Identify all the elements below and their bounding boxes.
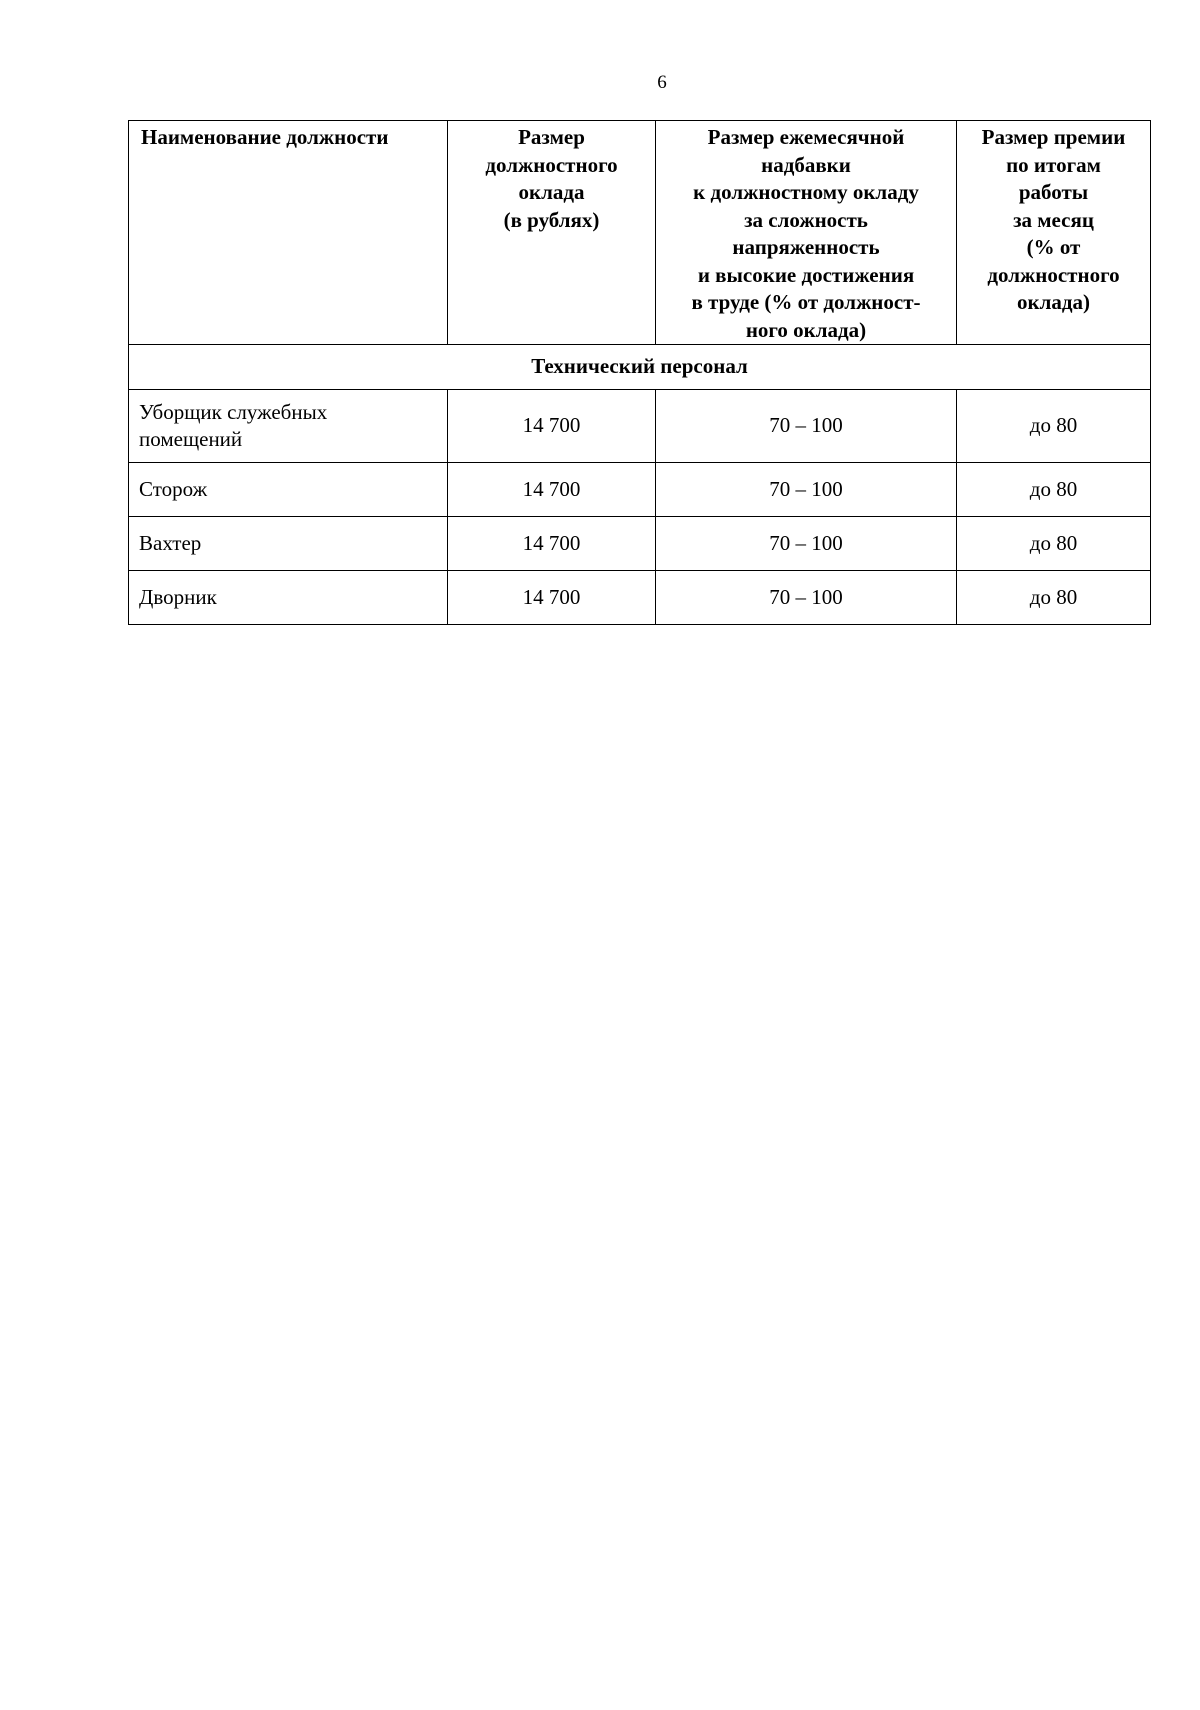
header-line: (% от (1026, 235, 1081, 259)
header-salary (448, 121, 656, 345)
salary-cell: 14 700 (448, 390, 656, 463)
header-line: оклада (518, 180, 585, 204)
position-name-cell (129, 517, 448, 571)
salary-cell: 14 700 (448, 571, 656, 625)
position-name-line: Вахтер (139, 530, 202, 555)
header-line: в труде (% от должност- (691, 290, 921, 314)
position-name-cell (129, 463, 448, 517)
section-row (129, 345, 1151, 390)
header-position-name (129, 121, 448, 345)
allowance-cell: 70 – 100 (656, 463, 957, 517)
salary-table (128, 120, 1151, 625)
header-line: за месяц (1013, 207, 1094, 232)
table-header-row (129, 121, 1151, 345)
position-name-line: Уборщик служебных (139, 399, 328, 424)
allowance-cell: 70 – 100 (656, 517, 957, 571)
page-number: 6 (657, 72, 667, 93)
allowance-cell: 70 – 100 (656, 571, 957, 625)
header-line: надбавки (761, 152, 851, 177)
salary-cell: 14 700 (448, 517, 656, 571)
header-line: к должностному окладу (693, 180, 919, 204)
position-name-line: помещений (139, 427, 243, 451)
header-line: Размер (518, 125, 585, 149)
bonus-cell: до 80 (957, 390, 1151, 463)
table-row (129, 463, 1151, 517)
table-row (129, 517, 1151, 571)
header-line: напряженность (732, 235, 880, 259)
section-title: Технический персонал (129, 345, 1151, 390)
position-name-line: Сторож (139, 476, 208, 501)
header-line: оклада) (1017, 290, 1090, 314)
header-line: Размер ежемесячной (707, 125, 905, 149)
position-name-cell (129, 390, 448, 463)
salary-cell: 14 700 (448, 463, 656, 517)
header-allowance (656, 121, 957, 345)
header-line: работы (1018, 180, 1089, 204)
header-line: (в рублях) (503, 207, 600, 232)
bonus-cell: до 80 (957, 517, 1151, 571)
table-row (129, 571, 1151, 625)
header-line: за сложность (744, 207, 868, 232)
header-line: должностного (485, 152, 618, 177)
header-line: ного оклада) (745, 317, 867, 342)
header-line: Размер премии (981, 125, 1126, 149)
header-line: Наименование должности (141, 125, 389, 149)
header-bonus (957, 121, 1151, 345)
table-row (129, 390, 1151, 463)
bonus-cell: до 80 (957, 571, 1151, 625)
allowance-cell: 70 – 100 (656, 390, 957, 463)
position-name-line: Дворник (139, 584, 217, 609)
header-line: и высокие достижения (697, 262, 915, 287)
header-line: по итогам (1006, 152, 1101, 177)
header-line: должностного (987, 262, 1120, 287)
position-name-cell (129, 571, 448, 625)
bonus-cell: до 80 (957, 463, 1151, 517)
